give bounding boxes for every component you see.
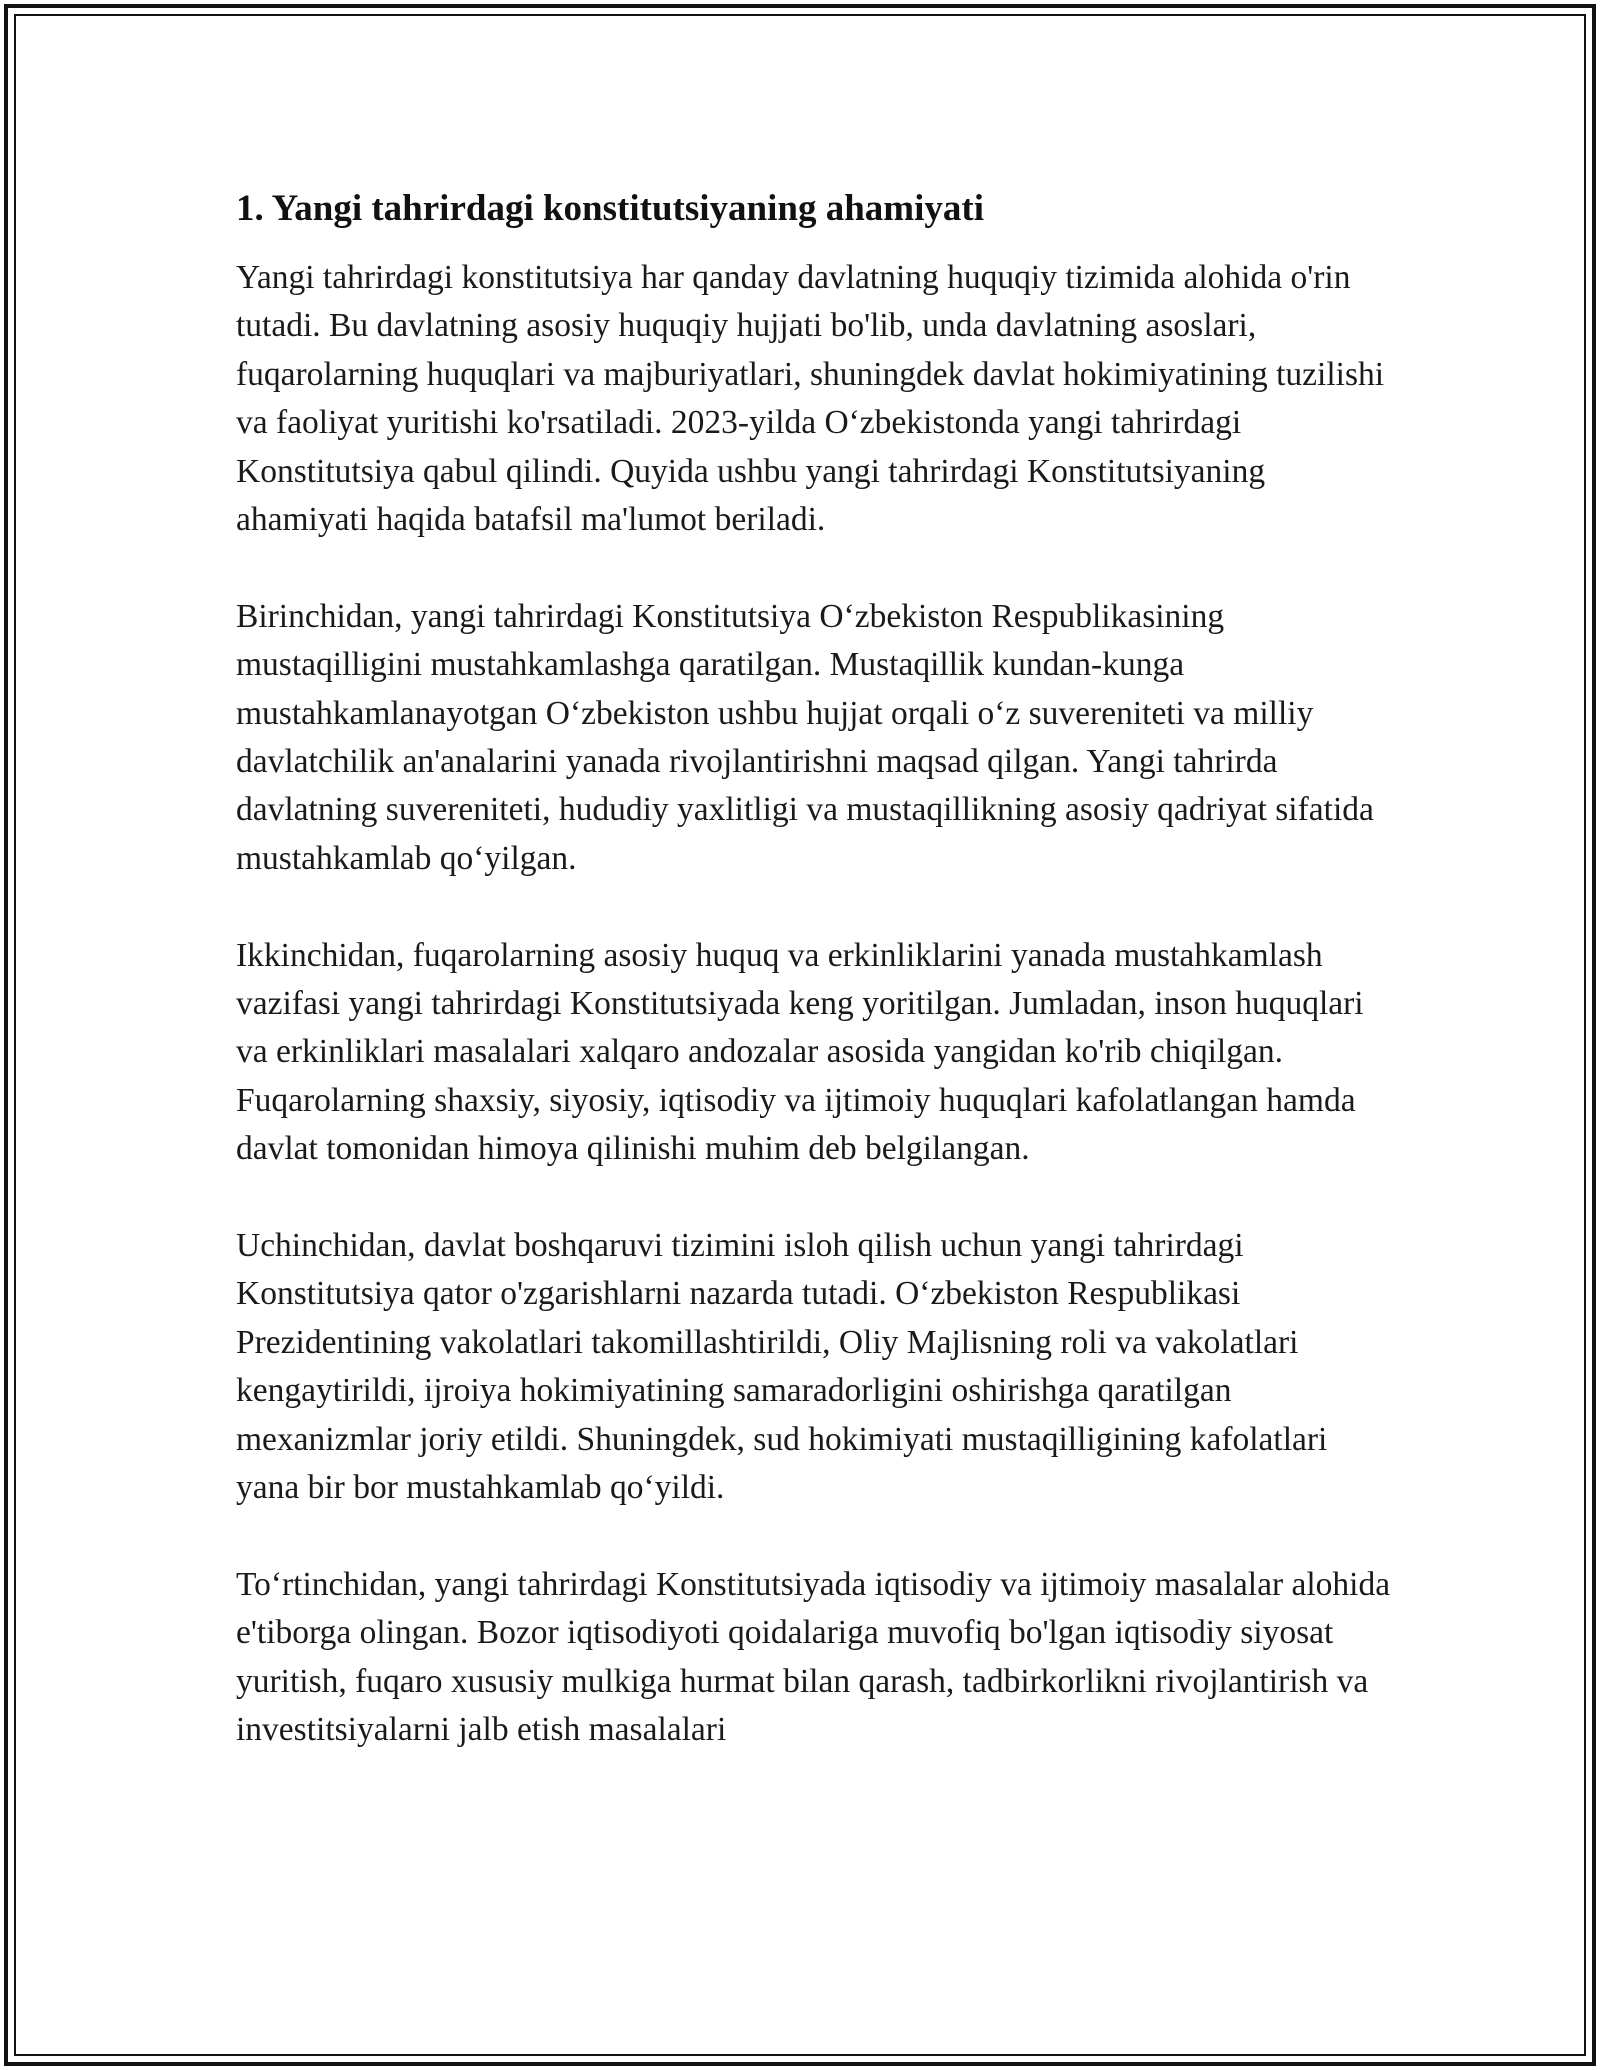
paragraph-first: Birinchidan, yangi tahrirdagi Konstitutsiya O‘zbekiston Respublikasining mustaqilligini mustahkamlashga qaratilgan. Mustaqillik kundan-kunga mustahkamlanayotgan O‘zbekiston ushbu hujjat orqali o‘z suvereniteti va milliy davlatchilik an'analarini yanada rivojlantirishni maqsad qilgan. Yangi tahrirda davlatning suvereniteti, hududiy yaxlitligi va mustaqillikning asosiy qadriyat sifatida mustahkamlab qo‘yilgan. [236, 597, 1374, 877]
paragraph-third: Uchinchidan, davlat boshqaruvi tizimini isloh qilish uchun yangi tahrirdagi Konstitutsiya qator o'zgarishlarni nazarda tutadi. O‘zbekiston Respublikasi Prezidentining vakolatlari takomillashtirildi, Oliy Majlisning roli va vakolatlari kengaytirildi, ijroiya hokimiyatining samaradorligini oshirishga qaratilgan mexanizmlar joriy etildi. Shuningdek, sud hokimiyati mustaqilligining kafolatlari yana bir bor mustahkamlab qo‘yildi. [236, 1227, 1328, 1507]
document-body [236, 185, 1396, 1755]
paragraph-intro: Yangi tahrirdagi konstitutsiya har qanday davlatning huquqiy tizimida alohida o'rin tutadi. Bu davlatning asosiy huquqiy hujjati bo'lib, unda davlatning asoslari, fuqarolarning huquqlari va majburiyatlari, shuningdek davlat hokimiyatining tuzilishi va faoliyat yuritishi ko'rsatiladi. 2023-yilda O‘zbekistonda yangi tahrirdagi Konstitutsiya qabul qilindi. Quyida ushbu yangi tahrirdagi Konstitutsiyaning ahamiyati haqida batafsil ma'lumot beriladi. [236, 259, 1385, 539]
paragraph-fourth: To‘rtinchidan, yangi tahrirdagi Konstitutsiyada iqtisodiy va ijtimoiy masalalar alohida e'tiborga olingan. Bozor iqtisodiyoti qoidalariga muvofiq bo'lgan iqtisodiy siyosat yuritish, fuqaro xususiy mulkiga hurmat bilan qarash, tadbirkorlikni rivojlantirish va investitsiyalarni jalb etish masalalari [236, 1565, 1391, 1749]
section-heading: 1. Yangi tahrirdagi konstitutsiyaning ahamiyati [236, 188, 985, 229]
paragraph-second: Ikkinchidan, fuqarolarning asosiy huquq va erkinliklarini yanada mustahkamlash vazifasi yangi tahrirdagi Konstitutsiyada keng yoritilgan. Jumladan, inson huquqlari va erkinliklari masalalari xalqaro andozalar asosida yangidan ko'rib chiqilgan. Fuqarolarning shaxsiy, siyosiy, iqtisodiy va ijtimoiy huquqlari kafolatlangan hamda davlat tomonidan himoya qilinishi muhim deb belgilangan. [236, 936, 1364, 1168]
